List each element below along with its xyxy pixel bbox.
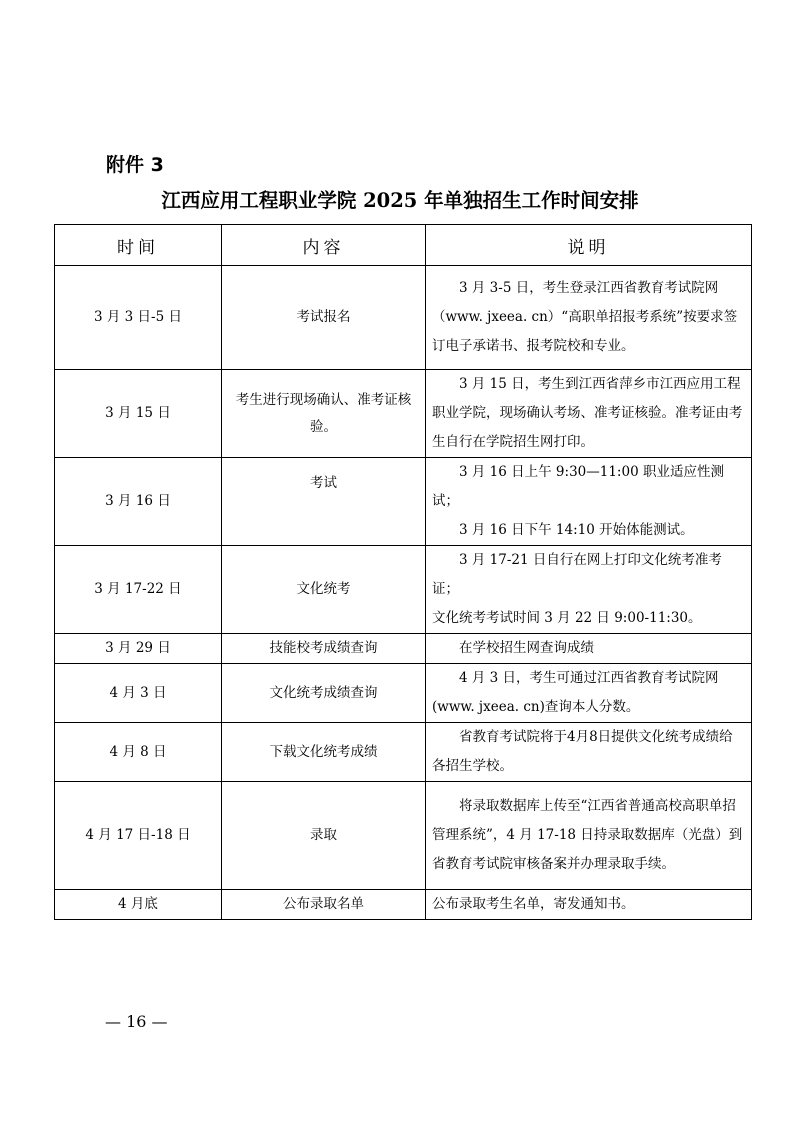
description-cell: 省教育考试院将于4月8日提供文化统考成绩给各招生学校。: [426, 723, 752, 782]
content-cell: 下载文化统考成绩: [222, 723, 426, 782]
table-row: [55, 546, 752, 634]
header-content: 内容: [222, 225, 426, 266]
table-row: [55, 266, 752, 370]
table-row: [55, 370, 752, 458]
page-number: — 16 —: [105, 1012, 168, 1031]
table-header-row: [55, 225, 752, 266]
description-cell: 3 月 3-5 日，考生登录江西省教育考试院网（www. jxeea. cn）“高职单招报考系统”按要求签订电子承诺书、报考院校和专业。: [426, 266, 752, 370]
table-row: [55, 782, 752, 890]
time-cell: 3 月 3 日-5 日: [55, 266, 222, 370]
content-cell: 技能校考成绩查询: [222, 634, 426, 664]
description-cell: 将录取数据库上传至“江西省普通高校高职单招管理系统”，4 月 17-18 日持录取数据库（光盘）到省教育考试院审核备案并办理录取手续。: [426, 782, 752, 890]
description-line: 3 月 17-21 日自行在网上打印文化统考准考证；: [432, 552, 722, 597]
time-cell: 4 月底: [55, 890, 222, 920]
content-cell: 文化统考: [222, 546, 426, 634]
content-cell: 录取: [222, 782, 426, 890]
header-description: 说明: [426, 225, 752, 266]
table-row: [55, 458, 752, 546]
content-cell: 考生进行现场确认、准考证核验。: [222, 370, 426, 458]
description-cell: 公布录取考生名单，寄发通知书。: [426, 890, 752, 920]
table-row: [55, 723, 752, 782]
header-time: 时间: [55, 225, 222, 266]
schedule-table: [54, 224, 752, 920]
time-cell: 4 月 8 日: [55, 723, 222, 782]
page-title: 江西应用工程职业学院 2025 年单独招生工作时间安排: [161, 189, 639, 212]
description-cell: [426, 546, 752, 634]
description-cell: 4 月 3 日，考生可通过江西省教育考试院网(www. jxeea. cn)查询本人分数。: [426, 664, 752, 723]
time-cell: 3 月 16 日: [55, 458, 222, 546]
table-row: [55, 634, 752, 664]
content-cell: 考试: [222, 458, 426, 546]
time-cell: 3 月 15 日: [55, 370, 222, 458]
content-cell: 考试报名: [222, 266, 426, 370]
time-cell: 4 月 17 日-18 日: [55, 782, 222, 890]
description-cell: 3 月 15 日，考生到江西省萍乡市江西应用工程职业学院，现场确认考场、准考证核验。准考证由考生自行在学院招生网打印。: [426, 370, 752, 458]
table-row: [55, 664, 752, 723]
description-cell: 在学校招生网查询成绩: [426, 634, 752, 664]
description-cell: [426, 458, 752, 546]
content-cell: 文化统考成绩查询: [222, 664, 426, 723]
description-line: 文化统考考试时间 3 月 22 日 9:00-11:30。: [432, 610, 702, 626]
description-line: 3 月 16 日下午 14:10 开始体能测试。: [459, 522, 694, 538]
time-cell: 3 月 29 日: [55, 634, 222, 664]
content-cell: 公布录取名单: [222, 890, 426, 920]
description-line: 3 月 16 日上午 9:30—11:00 职业适应性测试；: [432, 464, 724, 509]
annex-label: 附件 3: [106, 154, 164, 176]
time-cell: 3 月 17-22 日: [55, 546, 222, 634]
time-cell: 4 月 3 日: [55, 664, 222, 723]
table-row: [55, 890, 752, 920]
